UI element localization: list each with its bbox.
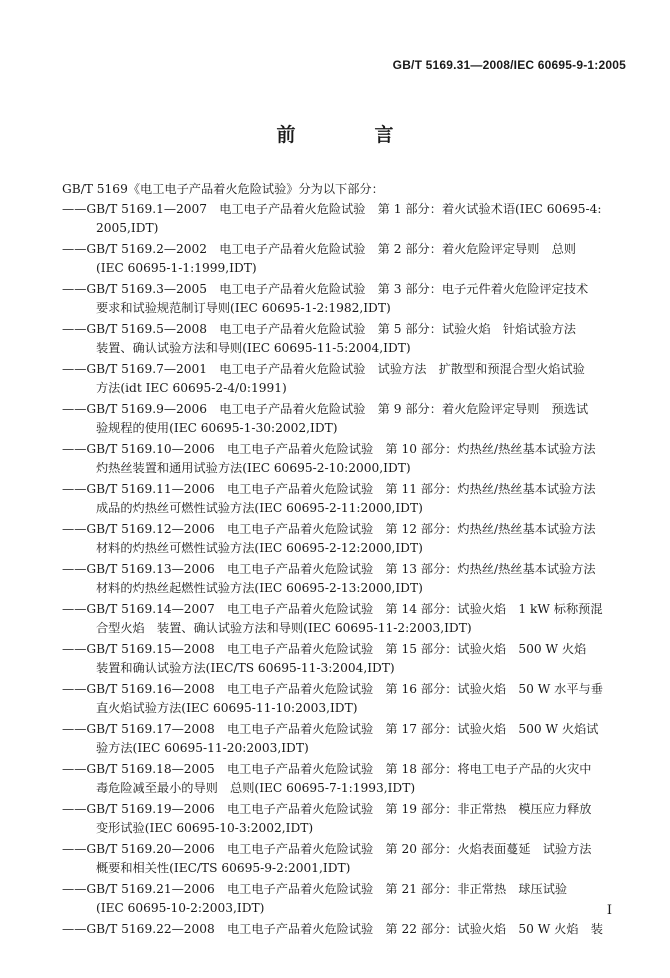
standard-list-item — [62, 280, 632, 318]
standard-list-item — [62, 880, 632, 918]
standard-list-item — [62, 480, 632, 518]
page-title: 前 言 — [276, 124, 424, 146]
standard-entry-line2: (IEC 60695-10-2:2003,IDT) — [96, 901, 265, 915]
standard-entry-line2: 验方法(IEC 60695-11-20:2003,IDT) — [96, 741, 309, 755]
standard-list-item — [62, 520, 632, 558]
standard-entry-line2: 验规程的使用(IEC 60695-1-30:2002,IDT) — [96, 421, 338, 435]
standard-entry-line2: 要求和试验规范制订导则(IEC 60695-1-2:1982,IDT) — [96, 301, 391, 315]
standard-list-item — [62, 360, 632, 398]
standard-entry-line1: ——GB/T 5169.12—2006 电工电子产品着火危险试验 第 12 部分：灼热丝/热丝基本试验方法 — [62, 522, 596, 536]
standard-entry-line1: ——GB/T 5169.7—2001 电工电子产品着火危险试验 试验方法 扩散型和预混合型火焰试验 — [62, 362, 585, 376]
standard-entry-line1: ——GB/T 5169.15—2008 电工电子产品着火危险试验 第 15 部分：试验火焰 500 W 火焰 — [62, 642, 587, 656]
standard-entry-line1: ——GB/T 5169.18—2005 电工电子产品着火危险试验 第 18 部分：将电工电子产品的火灾中 — [62, 762, 592, 776]
standard-entry-line2: 装置、确认试验方法和导则(IEC 60695-11-5:2004,IDT) — [96, 341, 411, 355]
standard-entry-line2: 毒危险减至最小的导则 总则(IEC 60695-7-1:1993,IDT) — [96, 781, 416, 795]
standard-entry-line1: ——GB/T 5169.17—2008 电工电子产品着火危险试验 第 17 部分：试验火焰 500 W 火焰试 — [62, 722, 599, 736]
standard-list-item — [62, 680, 632, 718]
intro-paragraph: GB/T 5169《电工电子产品着火危险试验》分为以下部分： — [62, 182, 384, 196]
standard-entry-line2: 材料的灼热丝起燃性试验方法(IEC 60695-2-13:2000,IDT) — [96, 581, 423, 595]
standard-list-item — [62, 920, 632, 939]
standard-entry-line1: ——GB/T 5169.10—2006 电工电子产品着火危险试验 第 10 部分：灼热丝/热丝基本试验方法 — [62, 442, 596, 456]
standard-list-item — [62, 200, 632, 238]
standard-entry-line2: 装置和确认试验方法(IEC/TS 60695-11-3:2004,IDT) — [96, 661, 395, 675]
standard-entry-line1: ——GB/T 5169.22—2008 电工电子产品着火危险试验 第 22 部分：试验火焰 50 W 火焰 装 — [62, 922, 603, 936]
standard-entry-line1: ——GB/T 5169.19—2006 电工电子产品着火危险试验 第 19 部分：非正常热 模压应力释放 — [62, 802, 592, 816]
standard-entry-line1: ——GB/T 5169.9—2006 电工电子产品着火危险试验 第 9 部分：着火危险评定导则 预选试 — [62, 402, 589, 416]
standard-list-item — [62, 800, 632, 838]
standard-entry-line2: 合型火焰 装置、确认试验方法和导则(IEC 60695-11-2:2003,IDT) — [96, 621, 472, 635]
standard-list-item — [62, 840, 632, 878]
standard-list-item — [62, 640, 632, 678]
standard-entry-line1: ——GB/T 5169.16—2008 电工电子产品着火危险试验 第 16 部分：试验火焰 50 W 水平与垂 — [62, 682, 603, 696]
standard-entry-line1: ——GB/T 5169.11—2006 电工电子产品着火危险试验 第 11 部分：灼热丝/热丝基本试验方法 — [62, 482, 596, 496]
standard-entry-line1: ——GB/T 5169.3—2005 电工电子产品着火危险试验 第 3 部分：电子元件着火危险评定技术 — [62, 282, 589, 296]
standard-list-item — [62, 600, 632, 638]
standard-entry-line2: 概要和相关性(IEC/TS 60695-9-2:2001,IDT) — [96, 861, 351, 875]
standard-entry-line1: ——GB/T 5169.13—2006 电工电子产品着火危险试验 第 13 部分：灼热丝/热丝基本试验方法 — [62, 562, 596, 576]
document-body — [62, 180, 632, 941]
standard-entry-line1: ——GB/T 5169.2—2002 电工电子产品着火危险试验 第 2 部分：着火危险评定导则 总则 — [62, 242, 576, 256]
standard-entry-line2: 灼热丝装置和通用试验方法(IEC 60695-2-10:2000,IDT) — [96, 461, 411, 475]
standard-entry-line1: ——GB/T 5169.5—2008 电工电子产品着火危险试验 第 5 部分：试验火焰 针焰试验方法 — [62, 322, 576, 336]
standard-code-header: GB/T 5169.31—2008/IEC 60695-9-1:2005 — [392, 58, 626, 72]
standard-entry-line2: 材料的灼热丝可燃性试验方法(IEC 60695-2-12:2000,IDT) — [96, 541, 423, 555]
standard-entry-line2: (IEC 60695-1-1:1999,IDT) — [96, 261, 257, 275]
standard-entry-line2: 变形试验(IEC 60695-10-3:2002,IDT) — [96, 821, 314, 835]
standard-list-item — [62, 320, 632, 358]
page-number: I — [606, 903, 612, 918]
standard-entry-line2: 2005,IDT) — [96, 221, 159, 235]
standard-entry-line2: 直火焰试验方法(IEC 60695-11-10:2003,IDT) — [96, 701, 358, 715]
standard-list-item — [62, 720, 632, 758]
standards-list — [62, 200, 632, 939]
standard-entry-line1: ——GB/T 5169.20—2006 电工电子产品着火危险试验 第 20 部分：火焰表面蔓延 试验方法 — [62, 842, 592, 856]
standard-list-item — [62, 760, 632, 798]
standard-entry-line1: ——GB/T 5169.1—2007 电工电子产品着火危险试验 第 1 部分：着火试验术语(IEC 60695-4: — [62, 202, 602, 216]
standard-entry-line1: ——GB/T 5169.14—2007 电工电子产品着火危险试验 第 14 部分：试验火焰 1 kW 标称预混 — [62, 602, 603, 616]
standard-list-item — [62, 560, 632, 598]
standard-list-item — [62, 440, 632, 478]
standard-entry-line2: 成品的灼热丝可燃性试验方法(IEC 60695-2-11:2000,IDT) — [96, 501, 423, 515]
standard-list-item — [62, 240, 632, 278]
standard-list-item — [62, 400, 632, 438]
standard-entry-line2: 方法(idt IEC 60695-2-4/0:1991) — [96, 381, 287, 395]
standard-entry-line1: ——GB/T 5169.21—2006 电工电子产品着火危险试验 第 21 部分：非正常热 球压试验 — [62, 882, 568, 896]
